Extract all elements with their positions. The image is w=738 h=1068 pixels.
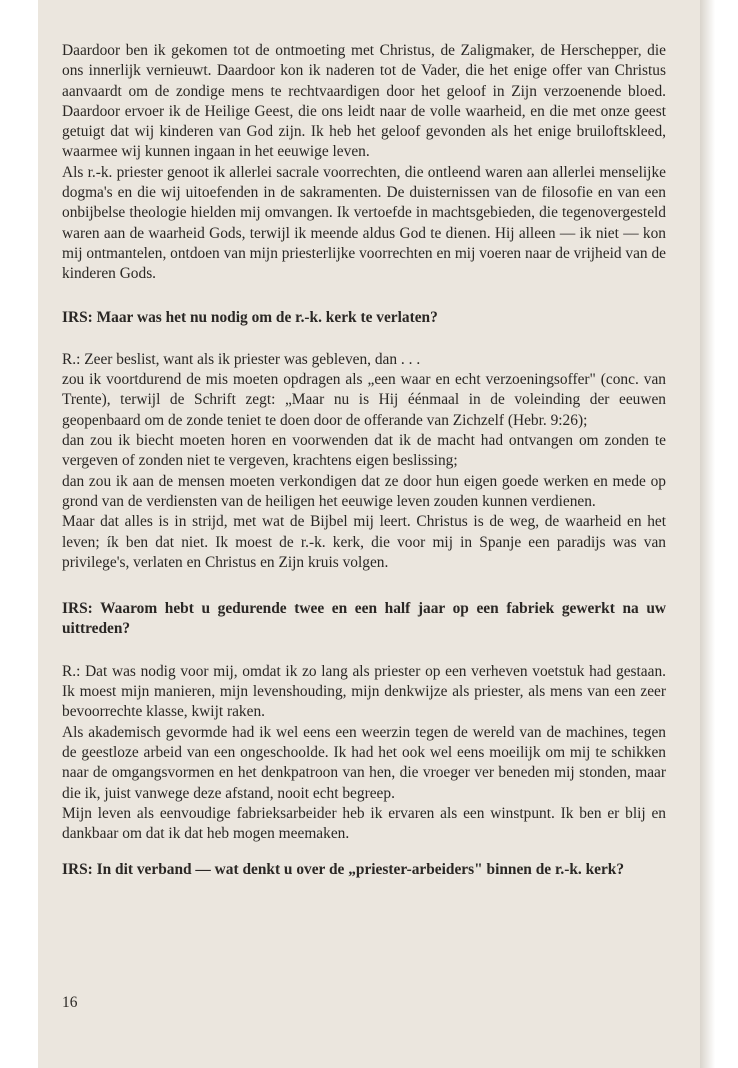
answer-paragraph: R.: Zeer beslist, want als ik priester was gebleven, dan . . .	[62, 350, 421, 368]
paragraph: dan zou ik aan de mensen moeten verkondigen dat ze door hun eigen goede werken en mede op grond van de verdiensten van de heiligen het eeuwige leven zouden kunnen verdienen.	[62, 472, 666, 510]
scan-margin-right	[700, 0, 738, 1068]
page-number: 16	[62, 994, 78, 1011]
paragraph: Maar dat alles is in strijd, met wat de Bijbel mij leert. Christus is de weg, de waarheid en het leven; ík ben dat niet. Ik moest de r.-k. kerk, die voor mij in Spanje een paradijs was van privilege's, verlaten en Christus en Zijn kruis volgen.	[62, 513, 666, 571]
question-heading: IRS: Maar was het nu nodig om de r.-k. kerk te verlaten?	[62, 308, 438, 326]
question-heading: IRS: In dit verband — wat denkt u over de „priester-arbeiders" binnen de r.-k. kerk?	[62, 861, 625, 879]
answer-paragraph: R.: Dat was nodig voor mij, omdat ik zo lang als priester op een verheven voetstuk had gestaan. Ik moest mijn manieren, mijn levenshouding, mijn denkwijze als priester, als mens van een zeer bevoorrechte klasse, kwijt raken.	[62, 662, 666, 721]
paragraph: Als r.-k. priester genoot ik allerlei sacrale voorrechten, die ontleend waren aan allerlei menselijke dogma's en die wij uitoefenden in de sakramenten. De duisternissen van de filosofie en van een onbijbelse theologie hielden mij omvangen. Ik vertoefde in machtsgebieden, die tegenovergesteld waren aan de waarheid Gods, terwijl ik meende aldus God te dienen. Hij alleen — ik niet — kon mij ontmantelen, ontdoen van mijn priesterlijke voorrechten en mij voeren naar de vrijheid van de kinderen Gods.	[62, 163, 666, 283]
paragraph: dan zou ik biecht moeten horen en voorwenden dat ik de macht had ontvangen om zonden te vergeven of zonden niet te vergeven, krachtens eigen beslissing;	[62, 432, 666, 470]
paragraph: Als akademisch gevormde had ik wel eens een weerzin tegen de wereld van de machines, tegen de geestloze arbeid van een ongeschoolde. Ik had het ook wel eens moeilijk om mij te schikken naar de omgangsvormen en het denkpatroon van hen, die vroeger ver beneden mij stonden, maar die ik, juist vanwege deze afstand, nooit echt begreep.	[62, 723, 666, 802]
scan-margin-left	[0, 0, 38, 1068]
question-heading: IRS: Waarom hebt u gedurende twee en een half jaar op een fabriek gewerkt na uw uittreden?	[62, 600, 666, 638]
page-text	[62, 41, 666, 881]
paragraph: Daardoor ben ik gekomen tot de ontmoeting met Christus, de Zaligmaker, de Herschepper, die ons innerlijk vernieuwt. Daardoor kon ik naderen tot de Vader, die het enige offer van Christus aanvaardt om de zondige mens te rechtvaardigen door het geloof in Zijn verzoenende bloed. Daardoor ervoer ik de Heilige Geest, die ons leidt naar de volle waarheid, en die met onze geest getuigt dat wij kinderen van God zijn. Ik heb het geloof gevonden als het enige bruiloftskleed, waarmee wij kunnen ingaan in het eeuwige leven.	[62, 42, 666, 161]
paragraph: Mijn leven als eenvoudige fabrieksarbeider heb ik ervaren als een winstpunt. Ik ben er blij en dankbaar om dat ik dat heb mogen meemaken.	[62, 804, 666, 843]
paragraph: zou ik voortdurend de mis moeten opdragen als „een waar en echt verzoeningsoffer" (conc. van Trente), terwijl de Schrift zegt: „Maar nu is Hij éénmaal in de voleinding der eeuwen geopenbaard om de zonde teniet te doen door de offerande van Zichzelf (Hebr. 9:26);	[62, 371, 666, 429]
